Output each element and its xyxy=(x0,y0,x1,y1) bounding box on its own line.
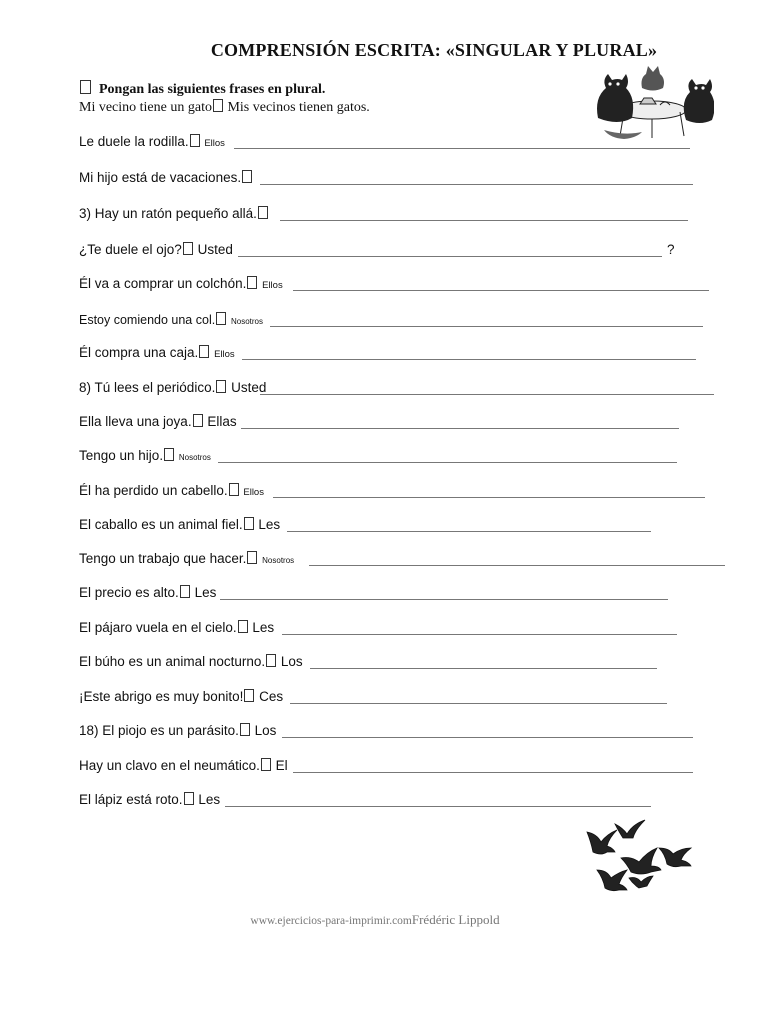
hint: Ellos xyxy=(214,349,235,360)
exercise-row-9 xyxy=(79,413,237,431)
answer-line[interactable] xyxy=(234,148,690,149)
answer-line[interactable] xyxy=(260,394,714,395)
exercise-row-17 xyxy=(79,688,283,706)
exercise-row-1 xyxy=(79,133,225,151)
footer-site: www.ejercicios-para-imprimir.com xyxy=(250,915,412,927)
footer xyxy=(0,912,750,928)
answer-line[interactable] xyxy=(241,428,679,429)
exercise-row-5 xyxy=(79,275,283,293)
cats-tea-party-illustration xyxy=(590,58,714,140)
arrow-box-icon xyxy=(238,620,248,633)
arrow-box-icon xyxy=(244,689,254,702)
exercise-row-18 xyxy=(79,722,276,740)
hint: Ellas xyxy=(207,414,237,429)
answer-line[interactable] xyxy=(287,531,651,532)
answer-line[interactable] xyxy=(310,668,657,669)
arrow-box-icon xyxy=(258,206,268,219)
hint: Ellos xyxy=(262,280,283,291)
exercise-row-7 xyxy=(79,344,235,362)
answer-line[interactable] xyxy=(220,599,668,600)
question-mark: ? xyxy=(667,242,675,257)
arrow-box-icon xyxy=(216,380,226,393)
exercise-row-8 xyxy=(79,379,266,397)
answer-line[interactable] xyxy=(282,634,677,635)
hint: Nosotros xyxy=(230,317,263,326)
exercise-row-14 xyxy=(79,584,216,602)
footer-author: Frédéric Lippold xyxy=(411,912,500,927)
hint: Les xyxy=(198,792,221,807)
arrow-box-icon xyxy=(199,345,209,358)
exercise-row-10 xyxy=(79,447,211,465)
sentence: 8) Tú lees el periódico. xyxy=(79,380,216,395)
arrow-box-icon xyxy=(242,170,252,183)
sentence: El caballo es un animal fiel. xyxy=(79,517,243,532)
sentence: ¡Este abrigo es muy bonito! xyxy=(79,689,244,704)
answer-line[interactable] xyxy=(260,184,693,185)
instruction xyxy=(79,80,325,98)
hint: Usted xyxy=(231,380,267,395)
sentence: Ella lleva una joya. xyxy=(79,414,192,429)
sentence: El búho es un animal nocturno. xyxy=(79,654,266,669)
sentence: Él ha perdido un cabello. xyxy=(79,483,228,498)
sentence: El pájaro vuela en el cielo. xyxy=(79,620,237,635)
sentence: ¿Te duele el ojo? xyxy=(79,242,182,257)
sentence: 3) Hay un ratón pequeño allá. xyxy=(79,206,257,221)
exercise-row-16 xyxy=(79,653,303,671)
exercise-row-4 xyxy=(79,241,675,259)
worksheet-title: COMPRENSIÓN ESCRITA: «SINGULAR Y PLURAL» xyxy=(210,40,658,60)
flying-geese-illustration xyxy=(583,818,708,896)
hint: Nosotros xyxy=(178,453,211,462)
instruction-text: Pongan las siguientes frases en plural. xyxy=(99,82,326,97)
hint: Nosotros xyxy=(262,556,295,565)
arrow-box-icon xyxy=(247,551,257,564)
arrow-box-icon xyxy=(164,448,174,461)
example-sentence xyxy=(79,99,370,116)
hint: Les xyxy=(252,620,275,635)
hint: Los xyxy=(280,654,303,669)
exercise-row-12 xyxy=(79,516,280,534)
hint: Ellos xyxy=(204,138,225,149)
arrow-box-icon xyxy=(266,654,276,667)
answer-line[interactable] xyxy=(290,703,667,704)
arrow-box-icon xyxy=(180,585,190,598)
answer-line[interactable] xyxy=(238,256,662,257)
answer-line[interactable] xyxy=(218,462,677,463)
exercise-row-20 xyxy=(79,791,220,809)
exercise-row-6 xyxy=(79,311,263,329)
answer-line[interactable] xyxy=(293,290,709,291)
sentence: Mi hijo está de vacaciones. xyxy=(79,170,242,185)
arrow-box-icon xyxy=(216,312,226,325)
exercise-row-15 xyxy=(79,619,274,637)
sentence: Tengo un hijo. xyxy=(79,448,164,463)
arrow-box-icon xyxy=(213,99,223,112)
sentence: Él va a comprar un colchón. xyxy=(79,276,247,291)
hint: Los xyxy=(254,723,277,738)
hint: Les xyxy=(258,517,281,532)
example-singular: Mi vecino tiene un gato xyxy=(79,100,212,115)
exercise-row-11 xyxy=(79,482,264,500)
exercise-row-19 xyxy=(79,757,288,775)
sentence: El lápiz está roto. xyxy=(79,792,183,807)
arrow-box-icon xyxy=(229,483,239,496)
hint: Usted xyxy=(197,242,233,257)
sentence: Le duele la rodilla. xyxy=(79,134,189,149)
exercise-row-3 xyxy=(79,205,269,223)
answer-line[interactable] xyxy=(225,806,651,807)
hint: Ellos xyxy=(243,487,264,498)
exercise-row-13 xyxy=(79,550,294,568)
arrow-box-icon xyxy=(247,276,257,289)
checkbox-icon xyxy=(80,80,91,94)
hint: Les xyxy=(194,585,217,600)
sentence: Estoy comiendo una col. xyxy=(79,313,216,327)
arrow-box-icon xyxy=(261,758,271,771)
answer-line[interactable] xyxy=(309,565,725,566)
answer-line[interactable] xyxy=(282,737,693,738)
arrow-box-icon xyxy=(244,517,254,530)
sentence: Hay un clavo en el neumático. xyxy=(79,758,260,773)
answer-line[interactable] xyxy=(280,220,688,221)
sentence: Él compra una caja. xyxy=(79,345,199,360)
sentence: El precio es alto. xyxy=(79,585,179,600)
arrow-box-icon xyxy=(190,134,200,147)
example-plural: Mis vecinos tienen gatos. xyxy=(227,100,370,115)
hint: El xyxy=(275,758,288,773)
arrow-box-icon xyxy=(193,414,203,427)
hint: Ces xyxy=(259,689,284,704)
sentence: Tengo un trabajo que hacer. xyxy=(79,551,247,566)
arrow-box-icon xyxy=(240,723,250,736)
arrow-box-icon xyxy=(183,242,193,255)
sentence: 18) El piojo es un parásito. xyxy=(79,723,239,738)
answer-line[interactable] xyxy=(293,772,693,773)
answer-line[interactable] xyxy=(273,497,705,498)
answer-line[interactable] xyxy=(242,359,696,360)
answer-line[interactable] xyxy=(270,326,703,327)
exercise-row-2 xyxy=(79,169,253,187)
arrow-box-icon xyxy=(184,792,194,805)
